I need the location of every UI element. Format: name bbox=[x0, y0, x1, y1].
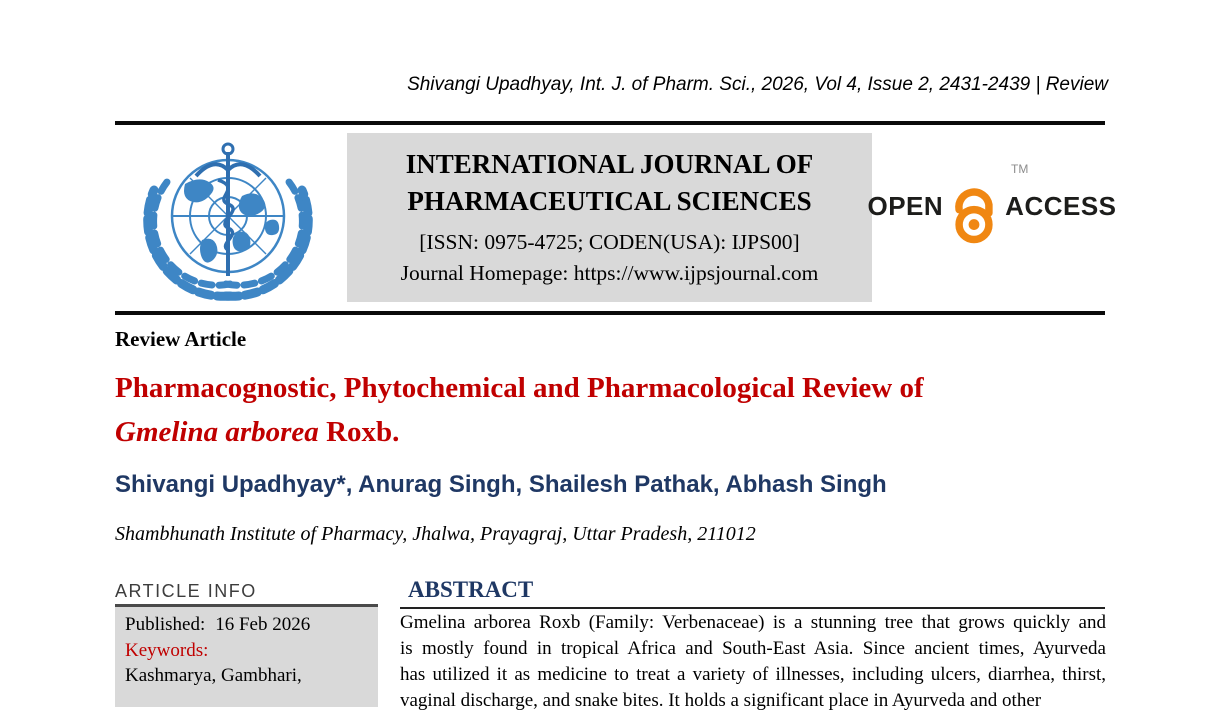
abstract-text bbox=[400, 610, 1106, 714]
paper-title-line2 bbox=[115, 410, 1105, 454]
journal-homepage-link[interactable]: Journal Homepage: https://www.ijpsjournal.com bbox=[400, 261, 819, 285]
journal-title-line2: PHARMACEUTICAL SCIENCES bbox=[407, 186, 812, 216]
affiliation-line: Shambhunath Institute of Pharmacy, Jhalwa, Prayagraj, Uttar Pradesh, 211012 bbox=[115, 523, 756, 545]
journal-emblem-caduceus-globe-icon bbox=[130, 136, 326, 308]
trademark-label: TM bbox=[1011, 162, 1029, 176]
abstract-line-clipped: vaginal discharge, and snake bites. It holds a significant place in Ayurveda and other bbox=[400, 690, 1042, 711]
paper-title bbox=[115, 366, 1105, 454]
published-date: 16 Feb 2026 bbox=[215, 614, 311, 635]
masthead-box bbox=[347, 133, 872, 302]
masthead-bottom-rule bbox=[115, 311, 1105, 315]
abstract-rule bbox=[400, 607, 1105, 609]
published-row bbox=[125, 612, 368, 638]
article-type-label: Review Article bbox=[115, 327, 247, 351]
paper-title-species-italic: Gmelina arborea bbox=[115, 416, 319, 448]
open-access-logo bbox=[867, 160, 1117, 252]
published-label: Published: bbox=[125, 614, 206, 635]
paper-title-line2-tail: Roxb. bbox=[318, 416, 400, 448]
article-info-box bbox=[115, 607, 378, 707]
abstract-line: is mostly found in tropical Africa and South-East Asia. Since ancient times, Ayurveda bbox=[400, 638, 1106, 659]
abstract-heading: ABSTRACT bbox=[408, 577, 534, 602]
keywords-line: Kashmarya, Gambhari, bbox=[125, 665, 302, 686]
open-access-lock-icon bbox=[945, 165, 1003, 251]
journal-title-line1: INTERNATIONAL JOURNAL OF bbox=[405, 149, 814, 179]
open-access-access-label: ACCESS bbox=[1005, 190, 1117, 221]
abstract-line: has utilized it as medicine to treat a variety of illnesses, including ulcers, diarrhea, thirst, bbox=[400, 664, 1106, 685]
journal-issn-line: [ISSN: 0975-4725; CODEN(USA): IJPS00] bbox=[419, 230, 800, 254]
authors-line: Shivangi Upadhyay*, Anurag Singh, Shailesh Pathak, Abhash Singh bbox=[115, 471, 887, 498]
paper-title-line1: Pharmacognostic, Phytochemical and Pharmacological Review of bbox=[115, 372, 924, 404]
article-info-heading: ARTICLE INFO bbox=[115, 581, 257, 601]
running-header: Shivangi Upadhyay, Int. J. of Pharm. Sci., 2026, Vol 4, Issue 2, 2431-2439 | Review bbox=[407, 74, 1108, 95]
abstract-line: Gmelina arborea Roxb (Family: Verbenaceae) is a stunning tree that grows quickly and bbox=[400, 612, 1106, 633]
top-divider-rule bbox=[115, 121, 1105, 125]
open-access-open-label: OPEN bbox=[867, 190, 944, 221]
keywords-label: Keywords: bbox=[125, 639, 209, 661]
